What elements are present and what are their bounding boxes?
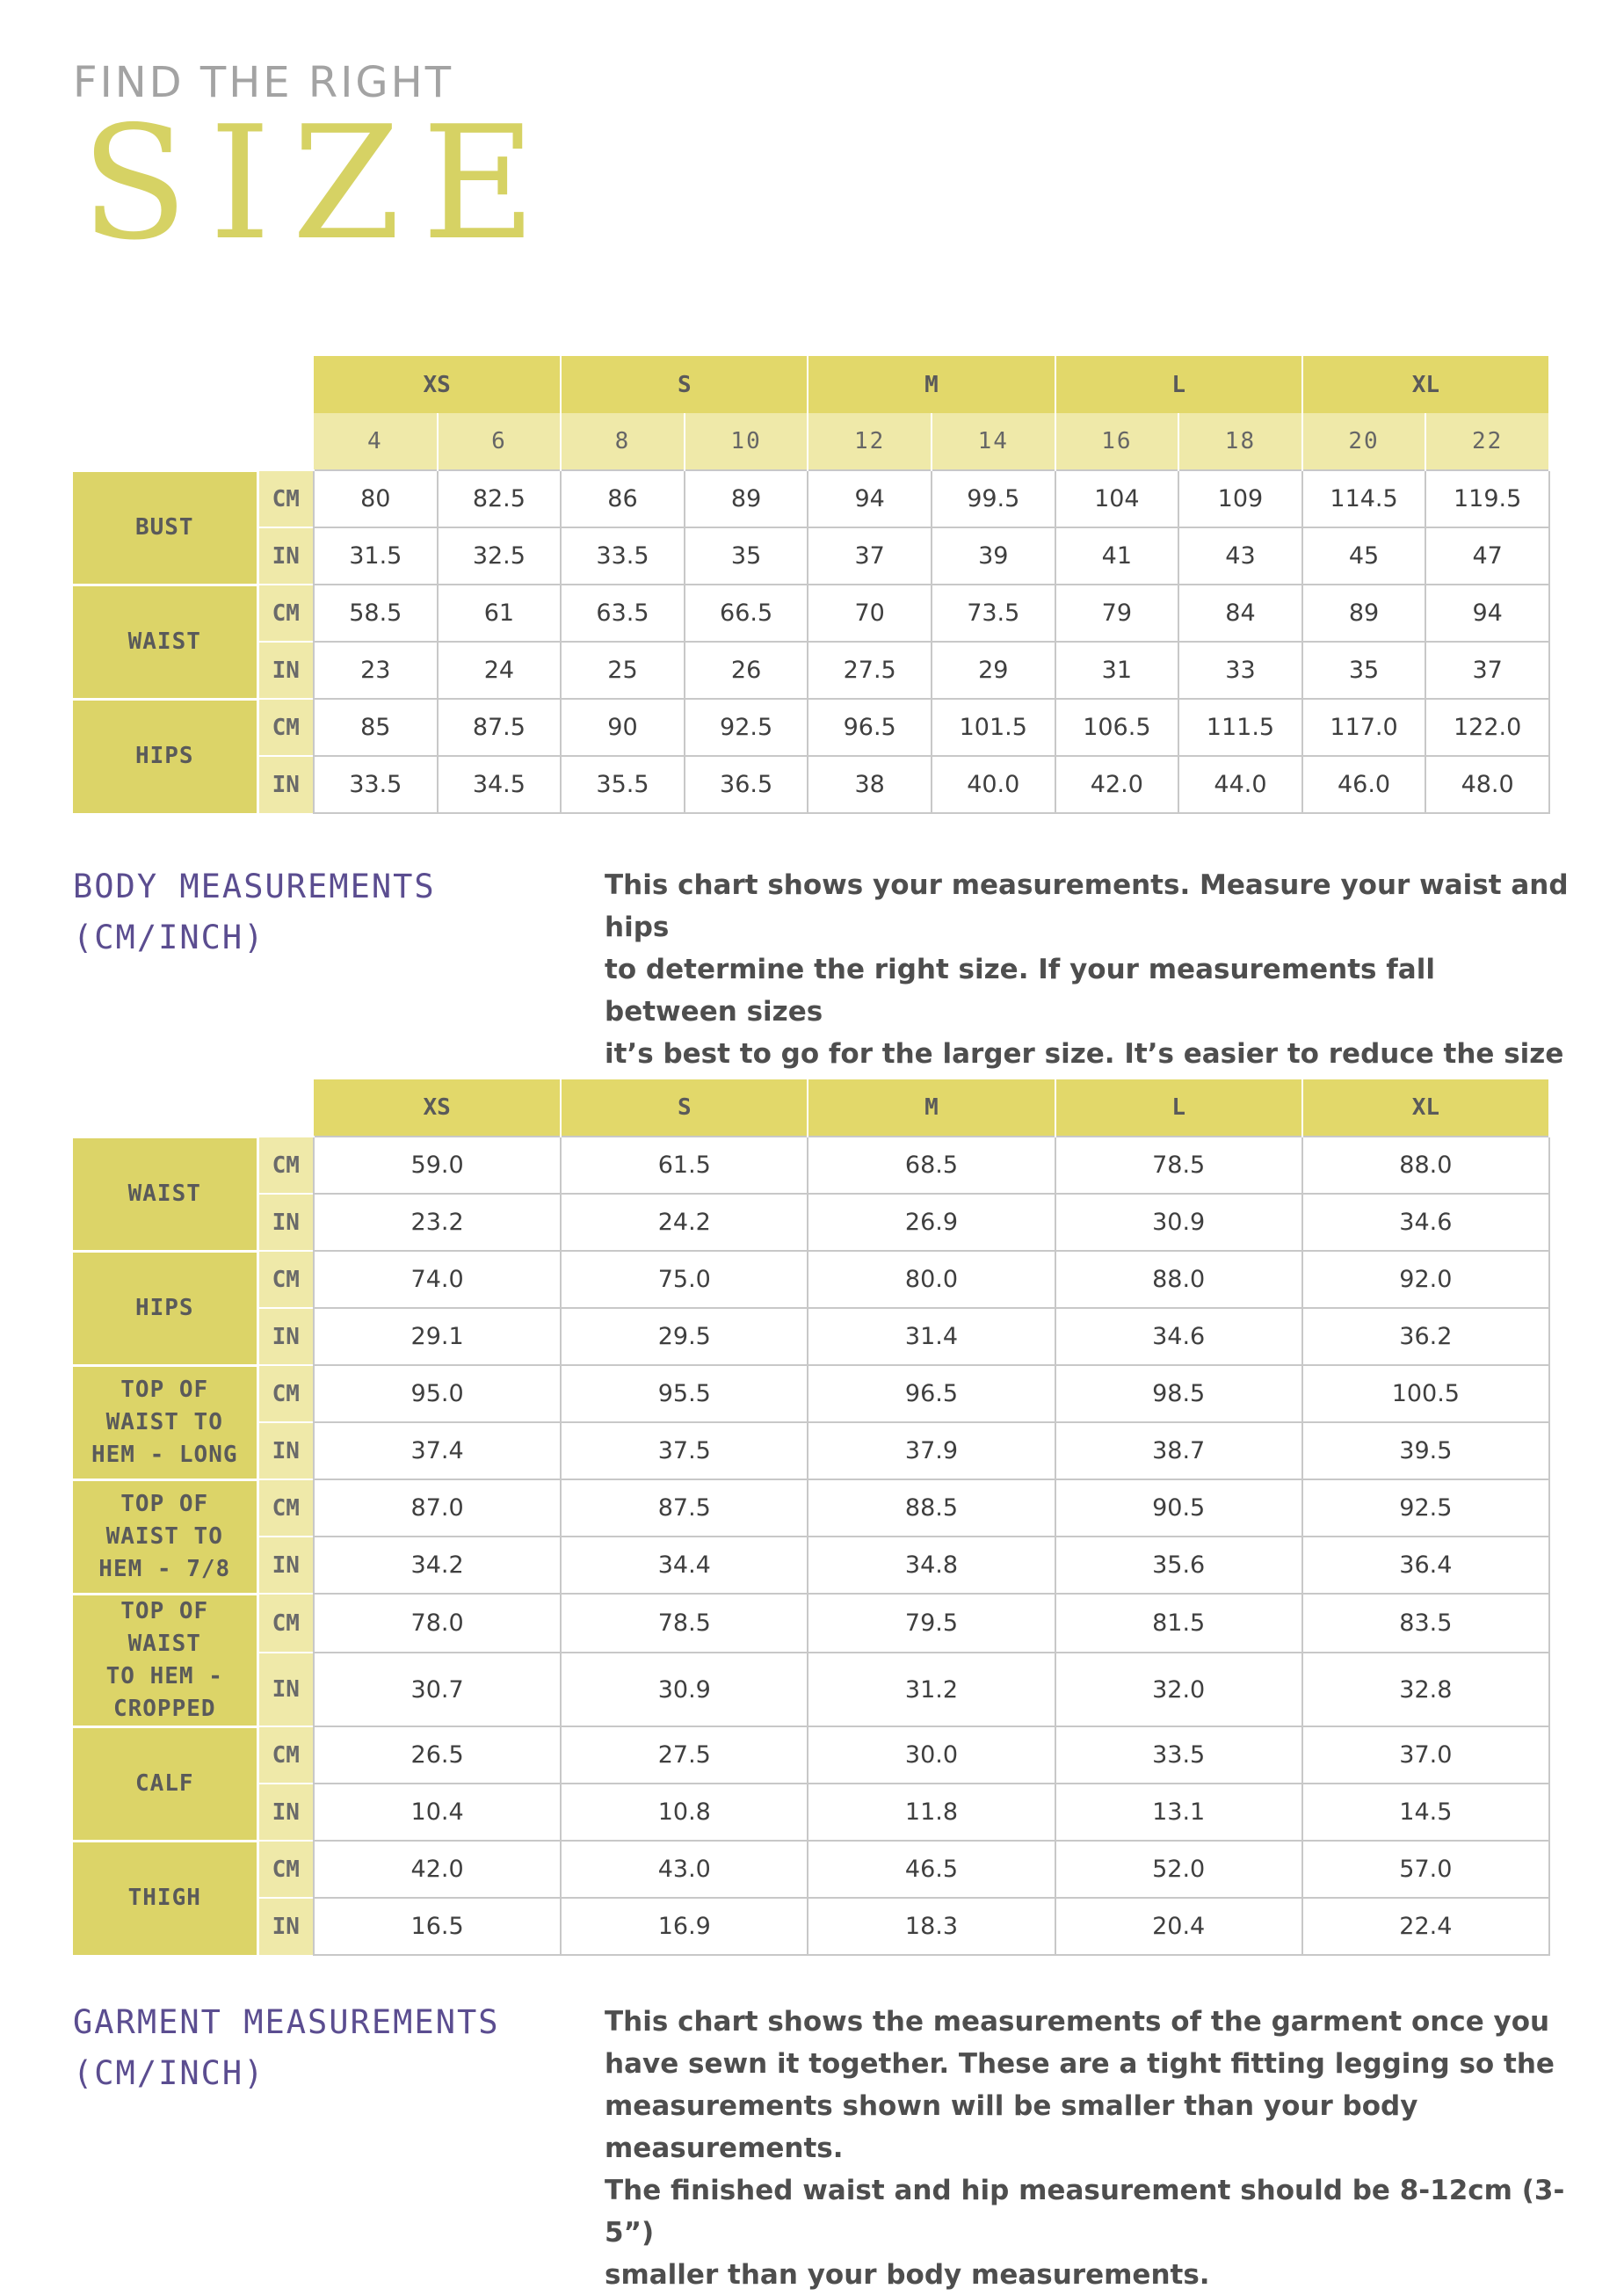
measurement-label-line: TOP OF (120, 1597, 209, 1624)
value-cell: 34.2 (314, 1537, 561, 1594)
value-cell: 42.0 (314, 1841, 561, 1898)
value-cell: 39.5 (1302, 1422, 1549, 1479)
measurement-label-line: TOP OF (120, 1376, 209, 1403)
value-cell: 78.5 (1055, 1137, 1302, 1194)
unit-label: CM (257, 1726, 314, 1784)
measurement-label (73, 1479, 257, 1594)
value-cell: 75.0 (561, 1251, 808, 1308)
size-number-header: 18 (1178, 413, 1302, 470)
measurement-label-line: WAIST TO (105, 1522, 223, 1550)
measurement-label (73, 1841, 257, 1955)
size-header: XS (314, 1079, 561, 1137)
value-cell: 10.8 (561, 1784, 808, 1841)
value-cell: 109 (1178, 470, 1302, 527)
measurement-label: BUST (73, 470, 257, 585)
value-cell: 33.5 (561, 527, 685, 585)
body-measurements-table (73, 356, 1550, 814)
body-title-line2: (CM/INCH) (73, 919, 265, 956)
value-cell: 34.6 (1302, 1194, 1549, 1251)
value-cell: 80 (314, 470, 438, 527)
value-cell: 66.5 (685, 585, 808, 642)
value-cell: 90 (561, 699, 685, 756)
value-cell: 27.5 (808, 642, 932, 699)
value-cell: 70 (808, 585, 932, 642)
size-header: L (1055, 356, 1302, 413)
value-cell: 43 (1178, 527, 1302, 585)
value-cell: 33 (1178, 642, 1302, 699)
unit-label: CM (257, 1594, 314, 1653)
table-row (73, 699, 1549, 756)
value-cell: 26.5 (314, 1726, 561, 1784)
value-cell: 100.5 (1302, 1365, 1549, 1422)
value-cell: 117.0 (1302, 699, 1426, 756)
value-cell: 38 (808, 756, 932, 813)
value-cell: 88.5 (808, 1479, 1055, 1537)
size-number-header: 16 (1055, 413, 1179, 470)
size-number-header: 14 (932, 413, 1055, 470)
size-number-header: 8 (561, 413, 685, 470)
value-cell: 45 (1302, 527, 1426, 585)
value-cell: 30.0 (808, 1726, 1055, 1784)
table-row (73, 470, 1549, 527)
size-header: L (1055, 1079, 1302, 1137)
measurement-label: HIPS (73, 699, 257, 813)
size-header: XL (1302, 1079, 1549, 1137)
value-cell: 36.4 (1302, 1537, 1549, 1594)
value-cell: 58.5 (314, 585, 438, 642)
value-cell: 39 (932, 527, 1055, 585)
measurement-label (73, 1726, 257, 1841)
size-header: XS (314, 356, 561, 413)
value-cell: 30.9 (1055, 1194, 1302, 1251)
table-row (73, 642, 1549, 699)
value-cell: 95.0 (314, 1365, 561, 1422)
value-cell: 27.5 (561, 1726, 808, 1784)
value-cell: 31.4 (808, 1308, 1055, 1365)
value-cell: 33.5 (1055, 1726, 1302, 1784)
size-number-header: 20 (1302, 413, 1426, 470)
value-cell: 92.5 (1302, 1479, 1549, 1537)
unit-label: CM (257, 1479, 314, 1537)
value-cell: 87.5 (561, 1479, 808, 1537)
measurement-label-line: HEM - 7/8 (98, 1555, 231, 1582)
table-row (73, 1251, 1549, 1308)
value-cell: 104 (1055, 470, 1179, 527)
value-cell: 95.5 (561, 1365, 808, 1422)
table-row (73, 1841, 1549, 1898)
table-row (73, 1726, 1549, 1784)
table-row (73, 585, 1549, 642)
value-cell: 14.5 (1302, 1784, 1549, 1841)
value-cell: 86 (561, 470, 685, 527)
value-cell: 61 (438, 585, 562, 642)
table-row (73, 1784, 1549, 1841)
size-number-header: 4 (314, 413, 438, 470)
table-row (73, 756, 1549, 813)
value-cell: 96.5 (808, 699, 932, 756)
unit-label: CM (257, 1251, 314, 1308)
unit-label: CM (257, 1841, 314, 1898)
value-cell: 74.0 (314, 1251, 561, 1308)
measurement-label-line: TOP OF (120, 1490, 209, 1517)
value-cell: 81.5 (1055, 1594, 1302, 1653)
value-cell: 31.2 (808, 1653, 1055, 1726)
value-cell: 36.2 (1302, 1308, 1549, 1365)
body-title-line1: BODY MEASUREMENTS (73, 868, 436, 905)
corner-blank (73, 356, 314, 413)
value-cell: 122.0 (1425, 699, 1549, 756)
value-cell: 80.0 (808, 1251, 1055, 1308)
unit-label: IN (257, 1422, 314, 1479)
value-cell: 35.5 (561, 756, 685, 813)
measurement-label-line: TO HEM - (105, 1662, 223, 1689)
size-header: S (561, 1079, 808, 1137)
value-cell: 31 (1055, 642, 1179, 699)
unit-label: CM (257, 470, 314, 527)
value-cell: 87.5 (438, 699, 562, 756)
unit-label: IN (257, 527, 314, 585)
size-header: XL (1302, 356, 1549, 413)
value-cell: 32.0 (1055, 1653, 1302, 1726)
unit-label: IN (257, 1537, 314, 1594)
table-row (73, 1422, 1549, 1479)
garment-measurements-title (73, 1997, 500, 2099)
value-cell: 46.0 (1302, 756, 1426, 813)
body-desc-line: it’s best to go for the larger size. It’s easier to reduce the size (605, 1038, 1564, 1070)
table-row (73, 1365, 1549, 1422)
body-desc-line: to determine the right size. If your measurements fall between sizes (605, 954, 1435, 1028)
unit-label: IN (257, 1194, 314, 1251)
value-cell: 32.5 (438, 527, 562, 585)
value-cell: 90.5 (1055, 1479, 1302, 1537)
value-cell: 30.7 (314, 1653, 561, 1726)
value-cell: 92.0 (1302, 1251, 1549, 1308)
garment-measurements-table (73, 1079, 1550, 1956)
value-cell: 57.0 (1302, 1841, 1549, 1898)
value-cell: 73.5 (932, 585, 1055, 642)
value-cell: 63.5 (561, 585, 685, 642)
value-cell: 46.5 (808, 1841, 1055, 1898)
page-title: SIZE (81, 92, 557, 274)
value-cell: 29.5 (561, 1308, 808, 1365)
value-cell: 34.8 (808, 1537, 1055, 1594)
table-row (73, 1194, 1549, 1251)
table-row (73, 1537, 1549, 1594)
value-cell: 98.5 (1055, 1365, 1302, 1422)
value-cell: 87.0 (314, 1479, 561, 1537)
size-header: M (808, 356, 1055, 413)
measurement-label-line: CALF (134, 1769, 194, 1797)
table-row (73, 1308, 1549, 1365)
garment-title-line1: GARMENT MEASUREMENTS (73, 2003, 500, 2041)
size-header: M (808, 1079, 1055, 1137)
value-cell: 94 (808, 470, 932, 527)
value-cell: 119.5 (1425, 470, 1549, 527)
value-cell: 37 (1425, 642, 1549, 699)
body-desc-line: This chart shows your measurements. Measure your waist and hips (605, 869, 1569, 943)
value-cell: 34.6 (1055, 1308, 1302, 1365)
corner-blank (73, 413, 314, 470)
measurement-label-line: WAIST (127, 1180, 201, 1207)
value-cell: 37.4 (314, 1422, 561, 1479)
table-row (73, 1479, 1549, 1537)
unit-label: IN (257, 756, 314, 813)
value-cell: 34.5 (438, 756, 562, 813)
garment-desc-line: This chart shows the measurements of the garment once you (605, 2006, 1550, 2038)
value-cell: 111.5 (1178, 699, 1302, 756)
value-cell: 84 (1178, 585, 1302, 642)
unit-label: IN (257, 1308, 314, 1365)
garment-desc-line: have sewn it together. These are a tight fitting legging so the (605, 2048, 1555, 2080)
measurement-label (73, 1365, 257, 1479)
garment-desc-line: smaller than your body measurements. (605, 2259, 1210, 2291)
value-cell: 99.5 (932, 470, 1055, 527)
value-cell: 26.9 (808, 1194, 1055, 1251)
value-cell: 23 (314, 642, 438, 699)
value-cell: 88.0 (1055, 1251, 1302, 1308)
value-cell: 89 (685, 470, 808, 527)
measurement-label-line: WAIST TO (105, 1408, 223, 1435)
value-cell: 43.0 (561, 1841, 808, 1898)
page-eyebrow: FIND THE RIGHT (73, 58, 454, 107)
unit-label: CM (257, 699, 314, 756)
value-cell: 29 (932, 642, 1055, 699)
measurement-label (73, 1251, 257, 1365)
garment-measurements-description (605, 2001, 1571, 2296)
value-cell: 30.9 (561, 1653, 808, 1726)
measurement-label-line: THIGH (127, 1885, 201, 1912)
measurement-label-line: HIPS (134, 1294, 194, 1321)
garment-desc-line: measurements shown will be smaller than your body measurements. (605, 2090, 1418, 2164)
value-cell: 83.5 (1302, 1594, 1549, 1653)
value-cell: 38.7 (1055, 1422, 1302, 1479)
value-cell: 44.0 (1178, 756, 1302, 813)
value-cell: 37 (808, 527, 932, 585)
value-cell: 37.5 (561, 1422, 808, 1479)
value-cell: 26 (685, 642, 808, 699)
value-cell: 24.2 (561, 1194, 808, 1251)
value-cell: 10.4 (314, 1784, 561, 1841)
garment-desc-line: The finished waist and hip measurement should be 8-12cm (3-5”) (605, 2175, 1565, 2249)
value-cell: 37.9 (808, 1422, 1055, 1479)
value-cell: 42.0 (1055, 756, 1179, 813)
value-cell: 37.0 (1302, 1726, 1549, 1784)
value-cell: 48.0 (1425, 756, 1549, 813)
value-cell: 85 (314, 699, 438, 756)
garment-title-line2: (CM/INCH) (73, 2054, 265, 2092)
value-cell: 35 (685, 527, 808, 585)
size-number-header: 10 (685, 413, 808, 470)
value-cell: 24 (438, 642, 562, 699)
value-cell: 16.9 (561, 1898, 808, 1955)
value-cell: 40.0 (932, 756, 1055, 813)
value-cell: 61.5 (561, 1137, 808, 1194)
value-cell: 114.5 (1302, 470, 1426, 527)
value-cell: 23.2 (314, 1194, 561, 1251)
size-number-header: 6 (438, 413, 562, 470)
body-measurements-title (73, 861, 436, 963)
value-cell: 33.5 (314, 756, 438, 813)
measurement-label-line: WAIST (127, 1630, 201, 1657)
value-cell: 16.5 (314, 1898, 561, 1955)
value-cell: 101.5 (932, 699, 1055, 756)
value-cell: 68.5 (808, 1137, 1055, 1194)
value-cell: 89 (1302, 585, 1426, 642)
unit-label: CM (257, 1137, 314, 1194)
table-row (73, 1594, 1549, 1653)
measurement-label-line: HEM - LONG (91, 1441, 238, 1468)
value-cell: 52.0 (1055, 1841, 1302, 1898)
value-cell: 25 (561, 642, 685, 699)
value-cell: 79.5 (808, 1594, 1055, 1653)
unit-label: IN (257, 1898, 314, 1955)
value-cell: 22.4 (1302, 1898, 1549, 1955)
measurement-label-line: CROPPED (112, 1695, 216, 1722)
table-row (73, 1137, 1549, 1194)
value-cell: 35 (1302, 642, 1426, 699)
corner-blank (73, 1079, 314, 1137)
measurement-label (73, 1137, 257, 1251)
value-cell: 88.0 (1302, 1137, 1549, 1194)
value-cell: 29.1 (314, 1308, 561, 1365)
table-row (73, 1898, 1549, 1955)
value-cell: 47 (1425, 527, 1549, 585)
unit-label: IN (257, 1784, 314, 1841)
value-cell: 20.4 (1055, 1898, 1302, 1955)
value-cell: 59.0 (314, 1137, 561, 1194)
value-cell: 18.3 (808, 1898, 1055, 1955)
value-cell: 94 (1425, 585, 1549, 642)
size-number-header: 12 (808, 413, 932, 470)
value-cell: 35.6 (1055, 1537, 1302, 1594)
value-cell: 11.8 (808, 1784, 1055, 1841)
unit-label: IN (257, 642, 314, 699)
table-row (73, 527, 1549, 585)
unit-label: IN (257, 1653, 314, 1726)
value-cell: 92.5 (685, 699, 808, 756)
value-cell: 106.5 (1055, 699, 1179, 756)
unit-label: CM (257, 585, 314, 642)
value-cell: 36.5 (685, 756, 808, 813)
size-number-header: 22 (1425, 413, 1549, 470)
value-cell: 32.8 (1302, 1653, 1549, 1726)
value-cell: 78.5 (561, 1594, 808, 1653)
table-row (73, 1653, 1549, 1726)
value-cell: 31.5 (314, 527, 438, 585)
value-cell: 78.0 (314, 1594, 561, 1653)
value-cell: 96.5 (808, 1365, 1055, 1422)
value-cell: 41 (1055, 527, 1179, 585)
value-cell: 79 (1055, 585, 1179, 642)
unit-label: CM (257, 1365, 314, 1422)
size-header: S (561, 356, 808, 413)
measurement-label: WAIST (73, 585, 257, 699)
measurement-label (73, 1594, 257, 1726)
value-cell: 82.5 (438, 470, 562, 527)
value-cell: 34.4 (561, 1537, 808, 1594)
value-cell: 13.1 (1055, 1784, 1302, 1841)
